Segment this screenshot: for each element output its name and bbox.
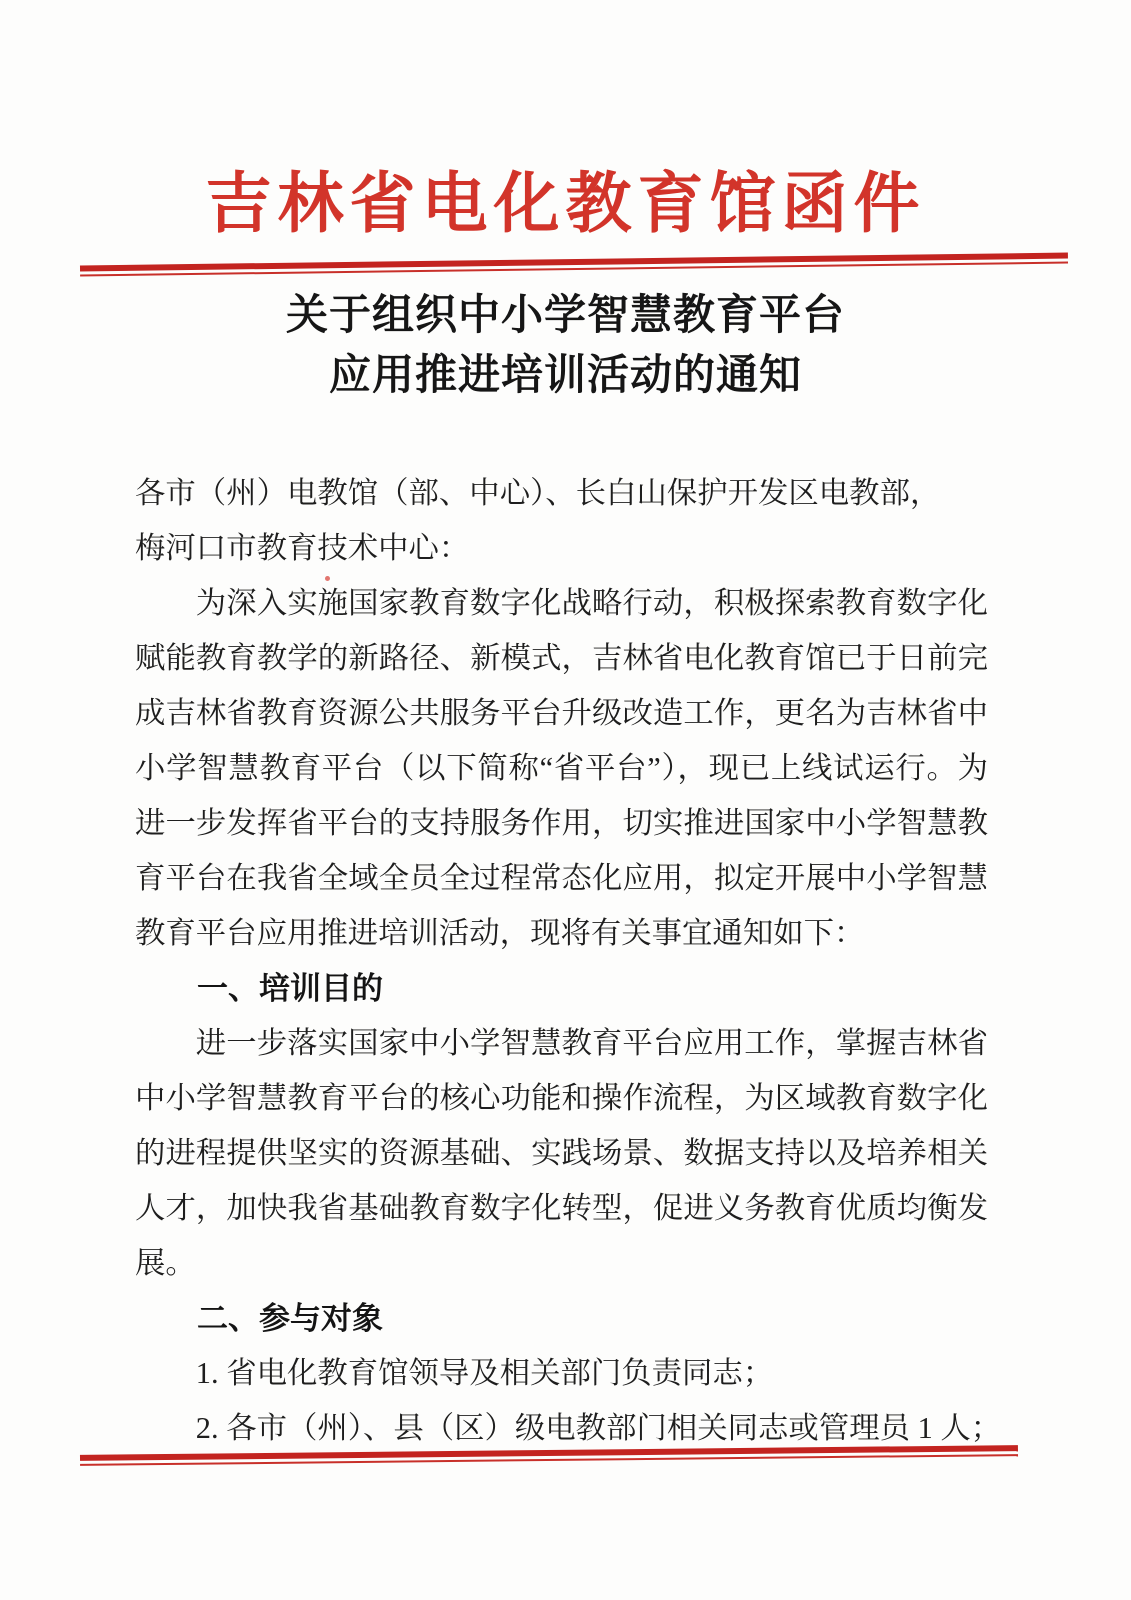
paragraph-intro: 为深入实施国家教育数字化战略行动，积极探索教育数字化赋能教育教学的新路径、新模式，吉林省电化教育馆已于日前完成吉林省教育资源公共服务平台升级改造工作，更名为吉林省中小学智慧教育平台（以下简称“省平台”），现已上线试运行。为进一步发挥省平台的支持服务作用，切实推进国家中小学智慧教育平台在我省全域全员全过程常态化应用，拟定开展中小学智慧教育平台应用推进培训活动，现将有关事宜通知如下： xyxy=(135,586,988,950)
participant-item-2: 2. 各市（州）、县（区）级电教部门相关同志或管理员 1 人； xyxy=(195,1411,1002,1445)
document-title xyxy=(0,286,1131,406)
section-heading-training-purpose: 一、培训目的 xyxy=(197,971,383,1006)
paragraph-training-purpose: 进一步落实国家中小学智慧教育平台应用工作，掌握吉林省中小学智慧教育平台的核心功能和操作流程，为区域教育数字化的进程提供坚实的资源基础、实践场景、数据支持以及培养相关人才，加快我省基础教育数字化转型，促进义务教育优质均衡发展。 xyxy=(135,1026,988,1280)
letterhead-title: 吉林省电化教育馆函件 xyxy=(205,168,926,241)
letterhead-divider-line xyxy=(80,253,1068,277)
document-title-line-1: 关于组织中小学智慧教育平台 xyxy=(285,293,845,339)
salutation-line-2: 梅河口市教育技术中心： xyxy=(135,531,470,565)
letter-body xyxy=(135,466,1002,1456)
salutation-line-1: 各市（州）电教馆（部、中心）、长白山保护开发区电教部， xyxy=(135,476,941,510)
participant-item-1: 1. 省电化教育馆领导及相关部门负责同志； xyxy=(195,1356,774,1390)
scan-speck xyxy=(325,576,330,581)
document-title-line-2: 应用推进培训活动的通知 xyxy=(328,353,802,399)
section-heading-participants: 二、参与对象 xyxy=(197,1301,383,1336)
